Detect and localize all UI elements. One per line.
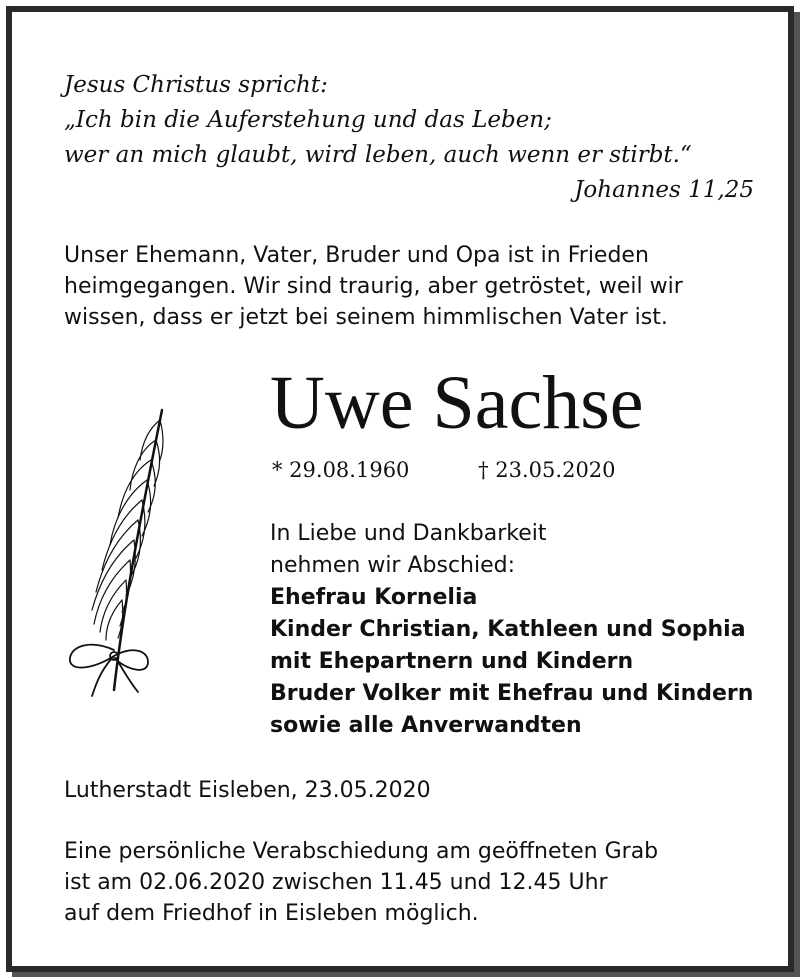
intro-line-1: Unser Ehemann, Vater, Bruder und Opa ist in Frieden xyxy=(64,243,649,268)
verse-line-2: wer an mich glaubt, wird leben, auch wenn er stirbt.“ xyxy=(64,142,692,168)
mourner-entry: sowie alle Anverwandten xyxy=(270,713,582,738)
notice-line-2: ist am 02.06.2020 zwischen 11.45 und 12.45 Uhr xyxy=(64,870,608,895)
verse-reference: Johannes 11,25 xyxy=(574,177,754,203)
verse-speaker: Jesus Christus spricht: xyxy=(64,72,328,98)
bible-verse xyxy=(64,68,754,208)
mourner-entry: Ehefrau Kornelia xyxy=(270,585,478,610)
feather-with-ribbon-icon xyxy=(52,400,172,700)
intro-line-2: heimgegangen. Wir sind traurig, aber getröstet, weil wir xyxy=(64,274,683,299)
mourners-intro-2: nehmen wir Abschied: xyxy=(270,553,516,578)
obituary-frame xyxy=(6,6,794,972)
mourners-intro-1: In Liebe und Dankbarkeit xyxy=(270,521,547,546)
intro-line-3: wissen, dass er jetzt bei seinem himmlischen Vater ist. xyxy=(64,305,668,330)
mourner-entry: mit Ehepartnern und Kindern xyxy=(270,649,634,674)
place-and-date: Lutherstadt Eisleben, 23.05.2020 xyxy=(64,778,431,803)
life-dates xyxy=(272,458,616,482)
notice-line-1: Eine persönliche Verabschiedung am geöffneten Grab xyxy=(64,839,659,864)
notice-line-3: auf dem Friedhof in Eisleben möglich. xyxy=(64,901,479,926)
mourner-entry: Bruder Volker mit Ehefrau und Kindern xyxy=(270,681,754,706)
death-date: † 23.05.2020 xyxy=(478,458,616,482)
farewell-notice xyxy=(64,836,764,929)
deceased-name: Uwe Sachse xyxy=(270,361,644,445)
birth-date: * 29.08.1960 xyxy=(272,458,410,482)
intro-text xyxy=(64,240,764,333)
mourner-entry: Kinder Christian, Kathleen und Sophia xyxy=(270,617,746,642)
verse-line-1: „Ich bin die Auferstehung und das Leben; xyxy=(64,107,552,133)
mourners-list xyxy=(270,518,790,742)
